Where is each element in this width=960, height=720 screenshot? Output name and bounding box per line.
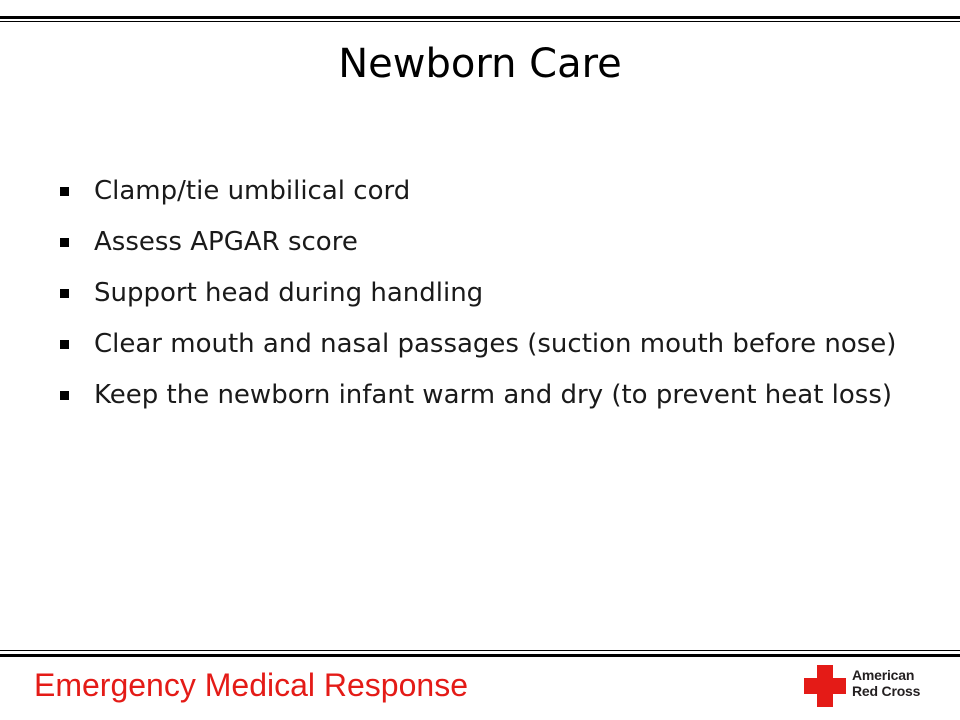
square-bullet-icon <box>60 391 69 400</box>
bullet-text: Support head during handling <box>94 278 484 308</box>
bullet-item <box>58 327 918 362</box>
cross-horizontal-bar <box>804 678 846 694</box>
slide-title: Newborn Care <box>338 41 622 87</box>
bullet-item <box>58 225 918 260</box>
bullet-list <box>58 174 918 429</box>
bottom-divider-thin <box>0 650 960 651</box>
red-cross-icon <box>804 665 846 707</box>
logo-line-1: American <box>852 667 915 683</box>
logo-line-2: Red Cross <box>852 683 921 699</box>
square-bullet-icon <box>60 340 69 349</box>
square-bullet-icon <box>60 289 69 298</box>
logo-wordmark <box>852 667 920 699</box>
course-title: Emergency Medical Response <box>34 667 468 703</box>
square-bullet-icon <box>60 187 69 196</box>
bottom-divider-thick <box>0 654 960 657</box>
top-divider-thick <box>0 16 960 19</box>
bullet-item <box>58 378 918 413</box>
american-red-cross-logo <box>804 664 944 708</box>
bullet-text: Clamp/tie umbilical cord <box>94 176 411 206</box>
top-divider-thin <box>0 21 960 22</box>
bullet-item <box>58 174 918 209</box>
bullet-text: Clear mouth and nasal passages (suction mouth before nose) <box>94 329 897 359</box>
bullet-item <box>58 276 918 311</box>
bullet-text: Assess APGAR score <box>94 227 358 257</box>
square-bullet-icon <box>60 238 69 247</box>
bullet-text: Keep the newborn infant warm and dry (to prevent heat loss) <box>94 380 893 410</box>
